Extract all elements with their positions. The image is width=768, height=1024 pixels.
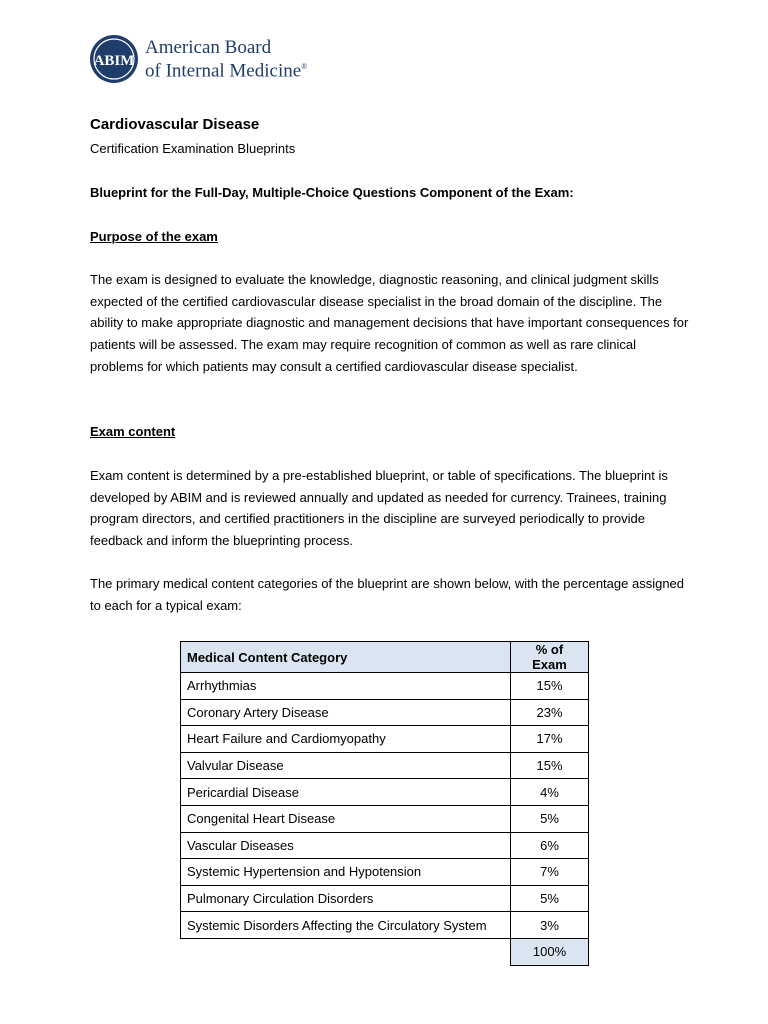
total-percent-cell: 100%: [511, 938, 589, 965]
abim-seal-icon: [89, 34, 139, 84]
abim-logo: [89, 33, 307, 85]
percent-cell: 4%: [511, 779, 589, 806]
blueprint-heading: Blueprint for the Full-Day, Multiple-Choice Questions Component of the Exam:: [90, 185, 574, 200]
percent-cell: 5%: [511, 885, 589, 912]
total-spacer-cell: [181, 938, 511, 965]
column-header-percent: % of Exam: [511, 642, 589, 673]
content-paragraph-1: Exam content is determined by a pre-established blueprint, or table of specifications. The blueprint is developed by ABIM and is reviewed annually and updated as needed for currency. Trainees, training program directors, and certified practitioners in the discipline are surveyed periodically to provide feedback and inform the blueprinting process.: [90, 468, 668, 549]
category-cell: Valvular Disease: [181, 752, 511, 779]
table-row: [181, 779, 589, 806]
table-row: [181, 805, 589, 832]
percent-cell: 6%: [511, 832, 589, 859]
table-row: [181, 699, 589, 726]
table-row: [181, 859, 589, 886]
table-row: [181, 832, 589, 859]
page-title: Cardiovascular Disease: [90, 116, 260, 133]
percent-cell: 7%: [511, 859, 589, 886]
purpose-heading: Purpose of the exam: [90, 229, 218, 244]
logo-line-1: American Board: [145, 36, 272, 58]
logo-wordmark: [145, 38, 307, 80]
category-cell: Pericardial Disease: [181, 779, 511, 806]
table-row: [181, 912, 589, 939]
table-row: [181, 752, 589, 779]
category-cell: Vascular Diseases: [181, 832, 511, 859]
table-row: [181, 885, 589, 912]
category-cell: Congenital Heart Disease: [181, 805, 511, 832]
category-cell: Systemic Disorders Affecting the Circulatory System: [181, 912, 511, 939]
category-cell: Coronary Artery Disease: [181, 699, 511, 726]
category-cell: Arrhythmias: [181, 673, 511, 700]
content-heading: Exam content: [90, 424, 176, 439]
table-row: [181, 726, 589, 753]
percent-cell: 15%: [511, 752, 589, 779]
page-subtitle: Certification Examination Blueprints: [90, 141, 296, 156]
percent-cell: 17%: [511, 726, 589, 753]
percent-cell: 23%: [511, 699, 589, 726]
category-cell: Heart Failure and Cardiomyopathy: [181, 726, 511, 753]
svg-text:ABIM: ABIM: [93, 53, 135, 69]
category-cell: Systemic Hypertension and Hypotension: [181, 859, 511, 886]
table-row: [181, 673, 589, 700]
percent-cell: 3%: [511, 912, 589, 939]
purpose-paragraph: The exam is designed to evaluate the knowledge, diagnostic reasoning, and clinical judgment skills expected of the certified cardiovascular disease specialist in the broad domain of the discipline. The ability to make appropriate diagnostic and management decisions that have important consequences for patients will be assessed. The exam may require recognition of common as well as rare clinical problems for which patients may consult a certified cardiovascular disease specialist.: [90, 272, 689, 374]
logo-line-2: of Internal Medicine®: [145, 60, 308, 82]
percent-cell: 15%: [511, 673, 589, 700]
table-header-row: [181, 642, 589, 673]
column-header-category: Medical Content Category: [181, 642, 511, 673]
content-paragraph-2: The primary medical content categories of the blueprint are shown below, with the percentage assigned to each for a typical exam:: [90, 576, 685, 613]
table-total-row: [181, 938, 589, 965]
category-cell: Pulmonary Circulation Disorders: [181, 885, 511, 912]
content-category-table: [180, 641, 589, 966]
percent-cell: 5%: [511, 805, 589, 832]
